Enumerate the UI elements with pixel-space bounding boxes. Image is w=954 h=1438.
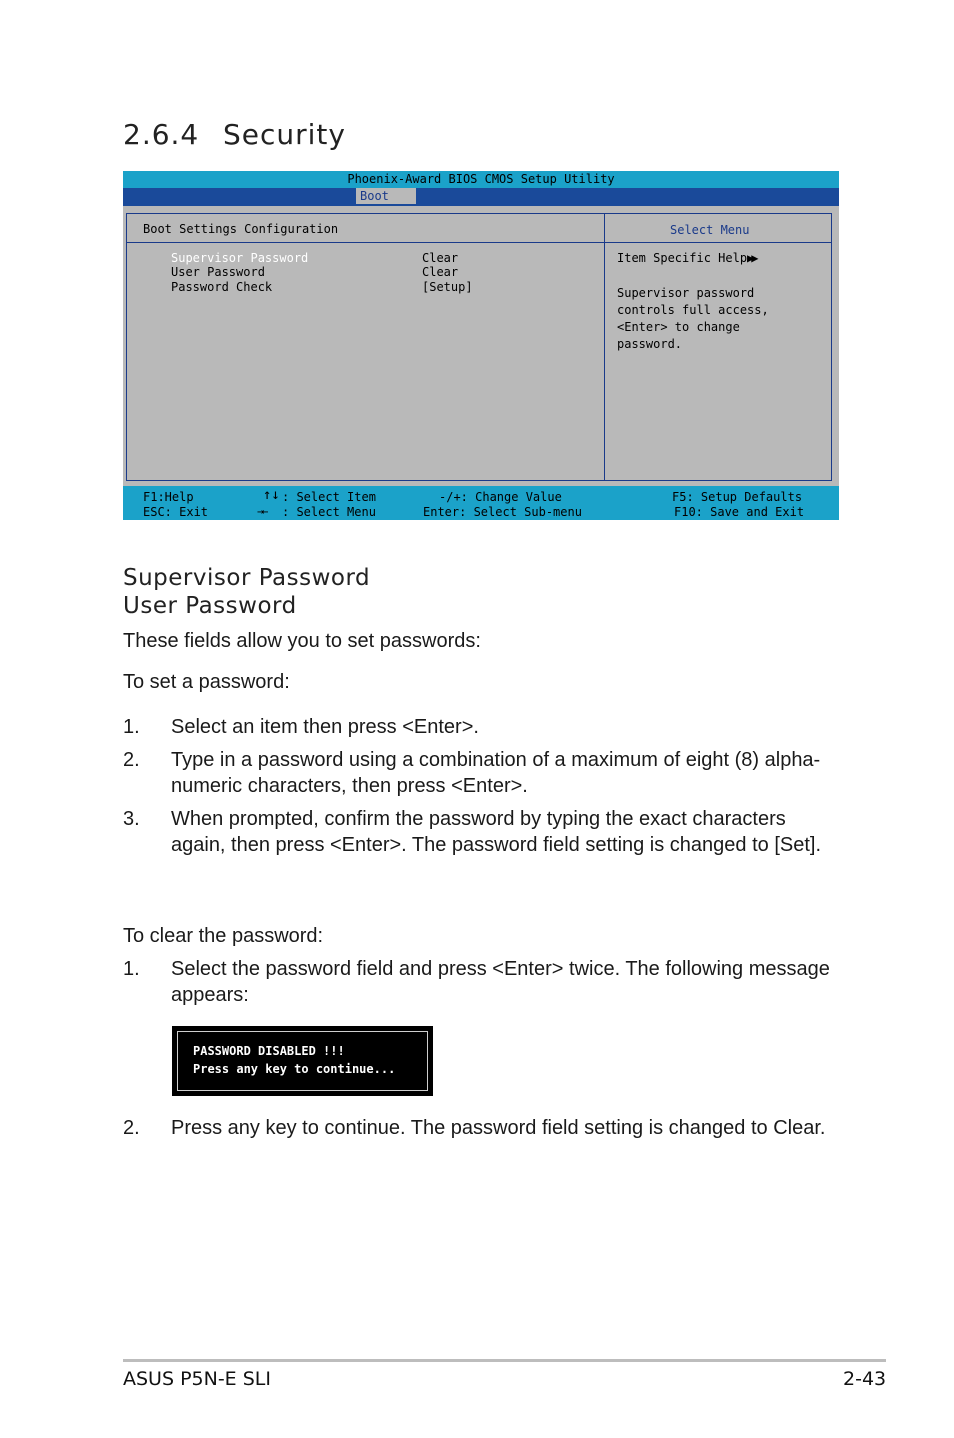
up-down-arrows-icon: ↑↓ (263, 487, 280, 503)
intro-text: These fields allow you to set passwords: (123, 630, 481, 652)
list-item (123, 806, 843, 884)
step-text: Select the password field and press <Enter> twice. The following message appears: (171, 958, 830, 1006)
bios-panel (126, 213, 832, 481)
step-text: Select an item then press <Enter>. (171, 716, 479, 738)
step-number: 2. (123, 749, 140, 771)
help-line: <Enter> to change (617, 320, 740, 334)
left-right-arrows-icon: →← (257, 505, 267, 518)
step-number: 1. (123, 958, 140, 980)
set-password-intro: To set a password: (123, 671, 290, 693)
double-arrow-icon: ▶▶ (747, 251, 756, 265)
help-title: Item Specific Help (617, 251, 748, 265)
tab-boot[interactable]: Boot (356, 188, 416, 204)
subheading-user-password: User Password (123, 593, 297, 619)
step-number: 3. (123, 808, 140, 830)
list-item (123, 747, 843, 799)
panel-divider-vertical (604, 214, 605, 480)
key-change-value: -/+: Change Value (439, 490, 562, 504)
bios-utility-title: Phoenix-Award BIOS CMOS Setup Utility (123, 171, 839, 188)
key-f5-defaults: F5: Setup Defaults (672, 490, 803, 504)
bios-screen (123, 171, 839, 520)
key-f1-help: F1:Help (143, 490, 194, 504)
message-line: Press any key to continue... (193, 1062, 396, 1076)
key-select-item: : Select Item (282, 490, 376, 504)
footer-product: ASUS P5N-E SLI (123, 1368, 271, 1390)
message-line: PASSWORD DISABLED !!! (193, 1044, 345, 1058)
bios-key-legend (123, 486, 839, 520)
help-line: password. (617, 337, 683, 351)
bios-value-supervisor-password[interactable]: Clear (422, 251, 459, 265)
list-item (123, 956, 843, 1008)
step-text: When prompted, confirm the password by typing the exact characters again, then press <Enter>. The password field setting is changed to [Set]. (171, 808, 822, 856)
page-number: 2-43 (843, 1368, 887, 1390)
key-esc-exit: ESC: Exit (143, 505, 209, 519)
section-number: 2.6.4 (123, 118, 200, 151)
bios-item-user-password[interactable]: User Password (171, 265, 265, 279)
subheading-supervisor-password: Supervisor Password (123, 565, 371, 591)
message-frame (177, 1031, 428, 1091)
list-item (123, 1115, 843, 1167)
clear-password-intro: To clear the password: (123, 925, 324, 947)
footer-rule (123, 1359, 886, 1362)
section-title: Security (223, 118, 346, 151)
step-number: 2. (123, 1117, 140, 1139)
help-title-row (617, 251, 756, 265)
key-f10-save-exit: F10: Save and Exit (674, 505, 805, 519)
panel-title: Boot Settings Configuration (143, 222, 339, 236)
key-select-menu: : Select Menu (282, 505, 376, 519)
bios-tab-bar (123, 188, 839, 206)
step-number: 1. (123, 716, 140, 738)
bios-value-password-check[interactable]: [Setup] (422, 280, 473, 294)
help-line: Supervisor password (617, 286, 755, 300)
bios-item-password-check[interactable]: Password Check (171, 280, 273, 294)
help-line: controls full access, (617, 303, 769, 317)
bios-value-user-password[interactable]: Clear (422, 265, 459, 279)
list-item (123, 714, 843, 740)
bios-item-supervisor-password[interactable]: Supervisor Password (171, 251, 309, 265)
panel-divider-horizontal (127, 242, 831, 243)
step-text: Press any key to continue. The password field setting is changed to Clear. (171, 1117, 826, 1139)
help-header: Select Menu (670, 223, 750, 237)
step-text: Type in a password using a combination of a maximum of eight (8) alpha-numeric characters, then press <Enter>. (171, 749, 821, 797)
section-heading (123, 118, 346, 151)
key-select-submenu: Enter: Select Sub-menu (423, 505, 582, 519)
password-disabled-message (172, 1026, 433, 1096)
